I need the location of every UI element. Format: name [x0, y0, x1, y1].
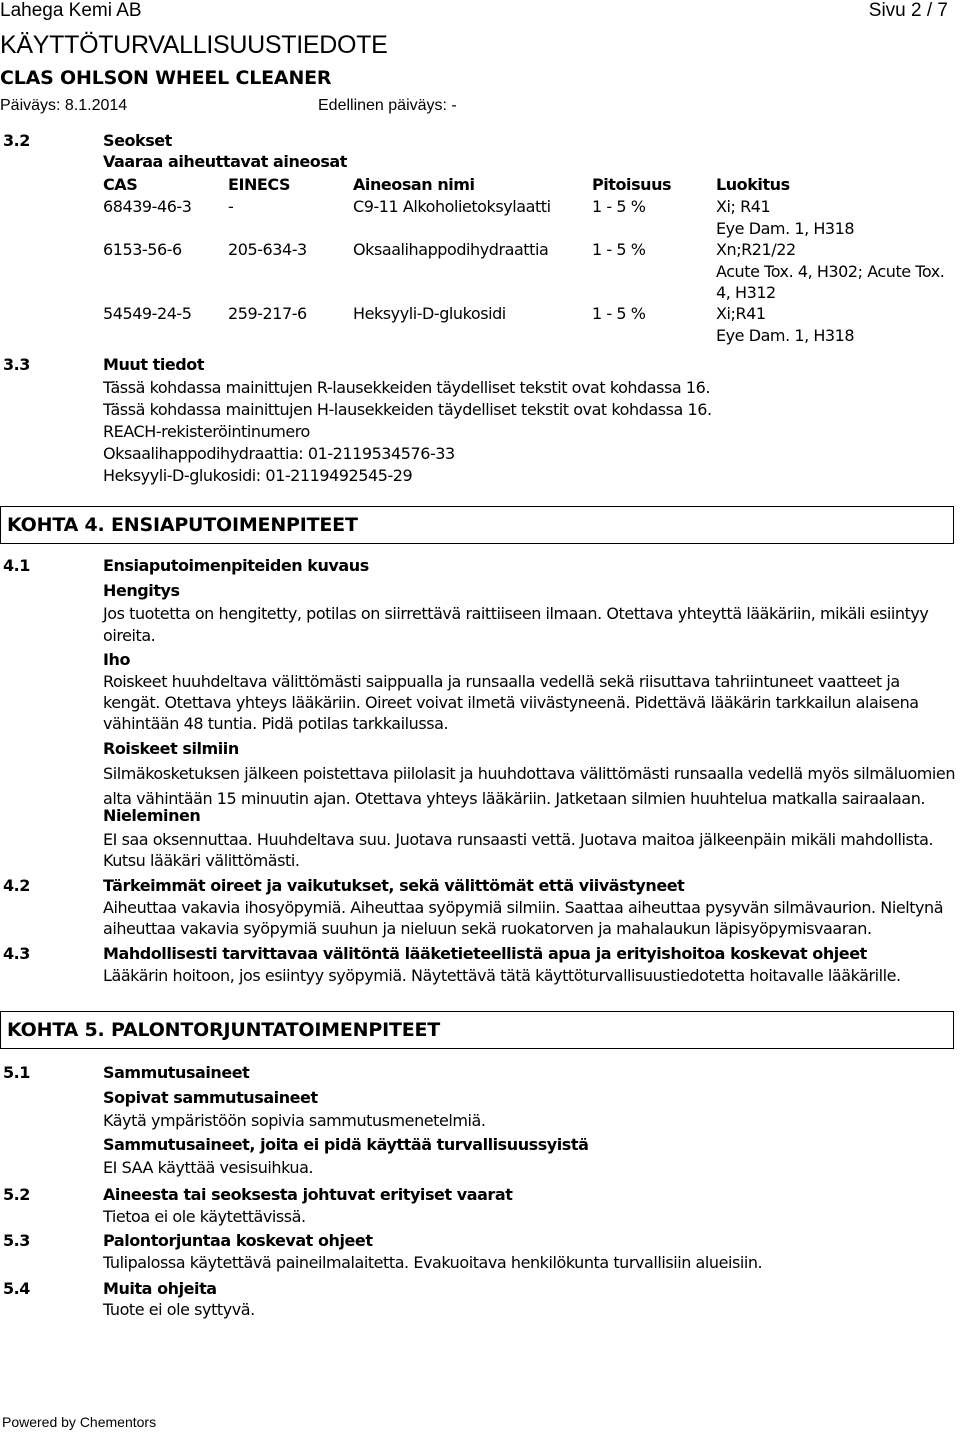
- paragraph: Lääkärin hoitoon, jos esiintyy syöpymiä. Näytettävä tätä käyttöturvallisuustiedotetta hoitavalle lääkärille.: [103, 966, 901, 985]
- cas-number: 68439-46-3: [103, 197, 192, 216]
- section-number: 3.2: [3, 131, 30, 150]
- cas-number: 54549-24-5: [103, 304, 192, 323]
- info-line: Tässä kohdassa mainittujen H-lausekkeiden täydelliset tekstit ovat kohdassa 16.: [103, 400, 712, 419]
- subsection-title-hengitys: Hengitys: [103, 581, 180, 600]
- info-line: REACH-rekisteröintinumero: [103, 422, 310, 441]
- section-4-heading: KOHTA 4. ENSIAPUTOIMENPITEET: [0, 506, 954, 544]
- einecs-number: 259-217-6: [228, 304, 307, 323]
- classification-line: 4, H312: [716, 283, 776, 302]
- subsection-title: Sammutusaineet, joita ei pidä käyttää turvallisuussyistä: [103, 1135, 589, 1154]
- section-number: 4.2: [3, 876, 30, 895]
- ingredient-name: Oksaalihappodihydraattia: [353, 240, 549, 259]
- table-caption: Vaaraa aiheuttavat aineosat: [103, 152, 347, 171]
- section-title: Tärkeimmät oireet ja vaikutukset, sekä välittömät että viivästyneet: [103, 876, 685, 895]
- einecs-number: 205-634-3: [228, 240, 307, 259]
- ingredient-name: Heksyyli-D-glukosidi: [353, 304, 506, 323]
- column-header-einecs: EINECS: [228, 175, 291, 194]
- info-line: Oksaalihappodihydraattia: 01-2119534576-33: [103, 444, 455, 463]
- column-header-name: Aineosan nimi: [353, 175, 475, 194]
- subsection-title: Sopivat sammutusaineet: [103, 1088, 318, 1107]
- paragraph: Tuote ei ole syttyvä.: [103, 1300, 255, 1319]
- classification-line: Xi; R41: [716, 197, 771, 216]
- paragraph: Käytä ympäristöön sopivia sammutusmenetelmiä.: [103, 1111, 486, 1130]
- paragraph-silmiin: Silmäkosketuksen jälkeen poistettava piilolasit ja huuhdottava välittömästi runsaalla vedellä myös silmäluomien alta vähintään 15 minuutin ajan. Otettava yhteys lääkäriin. Jatketaan silmien huuhtelua matkalla sairaalaan.: [103, 764, 956, 808]
- cas-number: 6153-56-6: [103, 240, 182, 259]
- page-number: Sivu 2 / 7: [868, 0, 948, 21]
- section-number: 4.3: [3, 944, 30, 963]
- info-line: Tässä kohdassa mainittujen R-lausekkeiden täydelliset tekstit ovat kohdassa 16.: [103, 378, 711, 397]
- revision-date: Päiväys: 8.1.2014: [0, 97, 128, 114]
- section-number: 5.2: [3, 1185, 30, 1204]
- section-number: 5.4: [3, 1279, 30, 1298]
- paragraph: EI SAA käyttää vesisuihkua.: [103, 1158, 314, 1177]
- subsection-title-iho: Iho: [103, 650, 130, 669]
- section-title: Ensiaputoimenpiteiden kuvaus: [103, 556, 369, 575]
- document-title: KÄYTTÖTURVALLISUUSTIEDOTE: [0, 31, 388, 59]
- section-title: Seokset: [103, 131, 172, 150]
- concentration: 1 - 5 %: [592, 197, 646, 216]
- info-line: Heksyyli-D-glukosidi: 01-2119492545-29: [103, 466, 413, 485]
- paragraph-nieleminen: EI saa oksennuttaa. Huuhdeltava suu. Juotava runsaasti vettä. Juotava maitoa jälkeenpäin mikäli mahdollista. Kutsu lääkäri välittömästi.: [103, 830, 934, 870]
- section-number: 5.3: [3, 1231, 30, 1250]
- section-number: 4.1: [3, 556, 30, 575]
- einecs-number: -: [228, 197, 234, 216]
- concentration: 1 - 5 %: [592, 240, 646, 259]
- section-title: Muita ohjeita: [103, 1279, 217, 1298]
- section-title: Palontorjuntaa koskevat ohjeet: [103, 1231, 373, 1250]
- column-header-classification: Luokitus: [716, 175, 790, 194]
- subsection-title-silmiin: Roiskeet silmiin: [103, 739, 239, 758]
- section-5-heading: KOHTA 5. PALONTORJUNTATOIMENPITEET: [0, 1011, 954, 1049]
- section-title: Sammutusaineet: [103, 1063, 250, 1082]
- subsection-title-nieleminen: Nieleminen: [103, 806, 201, 825]
- section-title: Mahdollisesti tarvittavaa välitöntä lääketieteellistä apua ja erityishoitoa koskevat ohjeet: [103, 944, 867, 963]
- section-title: Muut tiedot: [103, 355, 205, 374]
- paragraph: Tulipalossa käytettävä paineilmalaitetta. Evakuoitava henkilökunta turvallisiin alueisiin.: [103, 1253, 763, 1272]
- column-header-cas: CAS: [103, 175, 138, 194]
- section-number: 3.3: [3, 355, 30, 374]
- column-header-concentration: Pitoisuus: [592, 175, 672, 194]
- paragraph: Tietoa ei ole käytettävissä.: [103, 1207, 306, 1226]
- company-name: Lahega Kemi AB: [0, 0, 142, 21]
- classification-line: Eye Dam. 1, H318: [716, 219, 855, 238]
- previous-date: Edellinen päiväys: -: [318, 97, 457, 114]
- concentration: 1 - 5 %: [592, 304, 646, 323]
- classification-line: Xn;R21/22: [716, 240, 796, 259]
- footer-credit: Powered by Chementors: [2, 1414, 157, 1430]
- classification-line: Acute Tox. 4, H302; Acute Tox.: [716, 262, 945, 281]
- paragraph-hengitys: Jos tuotetta on hengitetty, potilas on siirrettävä raittiiseen ilmaan. Otettava yhteyttä lääkäriin, mikäli esiintyy oireita.: [103, 604, 929, 645]
- paragraph: Aiheuttaa vakavia ihosyöpymiä. Aiheuttaa syöpymiä silmiin. Saattaa aiheuttaa pysyvän silmävaurion. Nieltynä aiheuttaa vakavia syöpymiä suuhun ja nieluun sekä ruokatorven ja mahalaukun läpisyöpymisvaaran.: [103, 898, 944, 938]
- section-number: 5.1: [3, 1063, 30, 1082]
- classification-line: Eye Dam. 1, H318: [716, 326, 855, 345]
- ingredient-name: C9-11 Alkoholietoksylaatti: [353, 197, 551, 216]
- section-title: Aineesta tai seoksesta johtuvat erityiset vaarat: [103, 1185, 513, 1204]
- classification-line: Xi;R41: [716, 304, 766, 323]
- product-name: CLAS OHLSON WHEEL CLEANER: [0, 67, 332, 89]
- paragraph-iho: Roiskeet huuhdeltava välittömästi saippualla ja runsaalla vedellä sekä riisuttava tahriintuneet vaatteet ja kengät. Otettava yhteys lääkäriin. Oireet voivat ilmetä viivästyneenä. Pidettävä lääkärin tarkkailun alaisena vähintään 48 tuntia. Pidä potilas tarkkailussa.: [103, 672, 919, 733]
